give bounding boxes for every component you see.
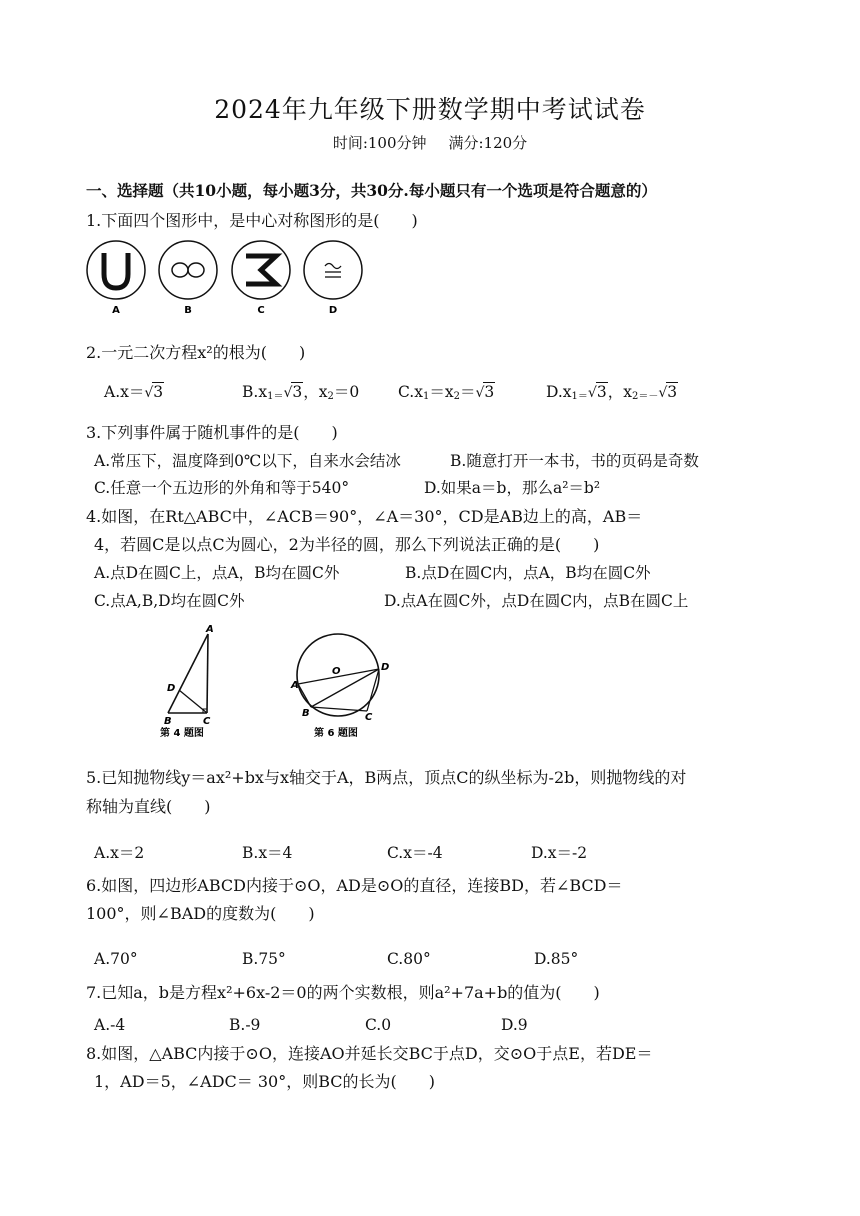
question-3-option-d: D.如果a＝b，那么a²＝b² [424, 479, 601, 497]
question-7-stem: 7.已知a，b是方程x²+6x-2＝0的两个实数根，则a²+7a+b的值为( ) [86, 983, 600, 1002]
svg-text:A: A [291, 680, 299, 691]
question-1-figures [86, 240, 376, 320]
svg-text:A: A [206, 624, 214, 635]
question-6-option-d: D.85° [534, 950, 579, 968]
question-4-stem-line2: 4，若圆C是以点C为圆心，2为半径的圆，那么下列说法正确的是( ) [94, 535, 600, 554]
question-5-stem-line2: 称轴为直线( ) [86, 797, 211, 816]
question-6-option-c: C.80° [387, 950, 431, 968]
question-6-stem-line2: 100°，则∠BAD的度数为( ) [86, 904, 315, 923]
option-c-circle-figure [232, 241, 290, 299]
question-6-stem-line1: 6.如图，四边形ABCD内接于⊙O，AD是⊙O的直径，连接BD，若∠BCD＝ [86, 876, 623, 895]
question-2-option-a: A.x＝√3 [104, 383, 164, 401]
svg-text:C: C [203, 716, 211, 727]
option-a-circle-figure [87, 241, 145, 299]
page-title: 2024年九年级下册数学期中考试试卷 [214, 95, 646, 124]
svg-text:D: D [381, 662, 390, 673]
figure-4-caption: 第 4 题图 [160, 728, 204, 739]
svg-text:B: B [164, 716, 172, 727]
svg-text:B: B [302, 708, 310, 719]
exam-meta [0, 132, 860, 153]
exam-time: 时间:100分钟 [332, 134, 427, 152]
sqrt-symbol: √3 [144, 383, 164, 401]
question-5-option-b: B.x＝4 [242, 844, 293, 862]
option-b-label: B [184, 305, 192, 316]
svg-text:C: C [365, 712, 373, 723]
question-4-option-a: A.点D在圆C上，点A，B均在圆C外 [94, 564, 340, 582]
section-heading: 一、选择题（共10小题，每小题3分，共30分.每小题只有一个选项是符合题意的） [86, 181, 657, 200]
question-6-option-a: A.70° [94, 950, 138, 968]
figure-6-circle [290, 628, 400, 743]
option-c-label: C [257, 305, 265, 316]
exam-score: 满分:120分 [448, 134, 528, 152]
question-5-option-c: C.x＝-4 [387, 844, 443, 862]
option-a-label: A [112, 305, 120, 316]
question-4-option-c: C.点A,B,D均在圆C外 [94, 592, 245, 610]
question-3-option-c: C.任意一个五边形的外角和等于540° [94, 479, 350, 497]
question-2-option-d: $D.x_{1=}√3$，$x_{2=-}√3$ [546, 383, 678, 402]
question-3-option-a: A.常压下，温度降到0℃以下，自来水会结冰 [94, 452, 401, 470]
question-7-option-c: C.0 [365, 1016, 392, 1034]
figure-4-triangle [150, 620, 230, 745]
question-7-option-b: B.-9 [229, 1016, 261, 1034]
question-4-option-b: B.点D在圆C内，点A，B均在圆C外 [405, 564, 651, 582]
option-d-circle-figure [304, 241, 362, 299]
figure-6-caption: 第 6 题图 [314, 728, 358, 739]
question-7-option-a: A.-4 [94, 1016, 126, 1034]
svg-text:D: D [167, 683, 176, 694]
question-6-option-b: B.75° [242, 950, 286, 968]
svg-text:O: O [332, 666, 341, 677]
question-4-stem-line1: 4.如图，在Rt△ABC中，∠ACB＝90°，∠A＝30°，CD是AB边上的高，AB＝ [86, 507, 643, 526]
question-1-stem: 1.下面四个图形中，是中心对称图形的是( ) [86, 211, 418, 230]
question-3-option-b: B.随意打开一本书，书的页码是奇数 [450, 452, 699, 470]
question-5-option-d: D.x＝-2 [531, 844, 588, 862]
question-4-option-d: D.点A在圆C外，点D在圆C内，点B在圆C上 [384, 592, 689, 610]
question-5-option-a: A.x＝2 [94, 844, 145, 862]
question-8-stem-line2: 1，AD＝5，∠ADC＝ 30°，则BC的长为( ) [94, 1072, 436, 1091]
question-2-stem: 2.一元二次方程x²的根为( ) [86, 343, 306, 362]
question-2-option-b: $B.x_{1=}√3$，$x_2=0$ [242, 383, 360, 402]
question-7-option-d: D.9 [501, 1016, 528, 1034]
option-b-circle-figure [159, 241, 217, 299]
question-8-stem-line1: 8.如图，△ABC内接于⊙O，连接AO并延长交BC于点D，交⊙O于点E，若DE＝ [86, 1044, 653, 1063]
option-d-label: D [328, 305, 338, 316]
question-5-stem-line1: 5.已知抛物线y＝ax²+bx与x轴交于A，B两点，顶点C的纵坐标为-2b，则抛物线的对 [86, 768, 687, 787]
question-3-stem: 3.下列事件属于随机事件的是( ) [86, 423, 338, 442]
question-2-option-c: $C.x_1=x_2=√3$ [398, 383, 495, 402]
